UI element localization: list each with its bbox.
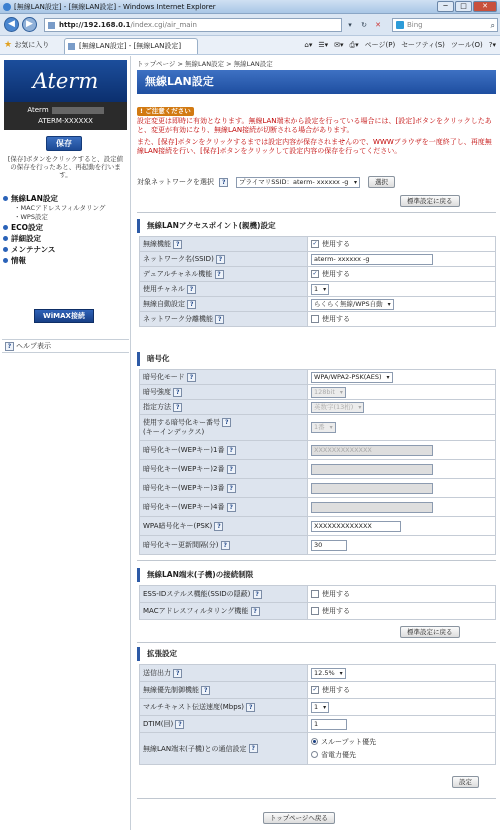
help-icon[interactable]: ?	[187, 373, 196, 382]
model-line1: Aterm	[27, 106, 49, 114]
reset-defaults-button-1[interactable]: 標準設定に戻る	[400, 195, 460, 207]
url-path: /index.cgi/air_main	[130, 21, 197, 29]
table-row	[140, 517, 496, 536]
row-label: ネットワーク名(SSID) ?	[140, 252, 308, 267]
dual-channel-checkbox[interactable]: ✓	[312, 270, 318, 277]
row-label: 暗号化キー(WEPキー)4番 ?	[140, 498, 308, 517]
page-menu[interactable]: ページ(P)	[364, 41, 396, 49]
set-button[interactable]: 設定	[452, 776, 479, 788]
menu-item-advanced[interactable]: 詳細設定	[2, 233, 129, 244]
encryption-table	[139, 369, 496, 555]
help-icon[interactable]: ?	[187, 300, 196, 309]
side-menu	[2, 193, 129, 266]
row-value	[308, 665, 496, 682]
row-value	[308, 415, 496, 441]
network-select[interactable]: プライマリSSID：aterm- xxxxxx -g ▾	[236, 177, 360, 188]
row-value: 使用する	[308, 603, 496, 620]
select-button[interactable]: 選択	[368, 176, 395, 188]
tab-title: [無線LAN設定] - [無線LAN設定]	[79, 42, 182, 50]
ssid-input[interactable]: aterm- xxxxxx -g	[311, 254, 433, 265]
close-window-button[interactable]: ✕	[473, 1, 497, 12]
address-tools	[344, 18, 384, 32]
row-label: 暗号化キー(WEPキー)3番 ?	[140, 479, 308, 498]
row-label: MACアドレスフィルタリング機能 ?	[140, 603, 308, 620]
notice-tag: ! ご注意ください	[137, 107, 194, 116]
help-icon[interactable]: ?	[215, 315, 224, 324]
url-field[interactable]	[44, 18, 342, 32]
bing-icon	[396, 21, 404, 29]
row-value: ✓ 使用する	[308, 237, 496, 252]
help-icon[interactable]: ?	[249, 744, 258, 753]
maximize-button[interactable]: □	[455, 1, 472, 12]
wep-key-4-input[interactable]	[311, 502, 433, 513]
table-row	[140, 282, 496, 297]
help-icon[interactable]: ?	[227, 465, 236, 474]
table-row	[140, 536, 496, 555]
favorites-label: お気に入り	[14, 41, 50, 49]
row-value: ✓ 使用する	[308, 682, 496, 699]
help-icon[interactable]: ?	[173, 240, 182, 249]
row-label: 暗号強度 ?	[140, 385, 308, 400]
row-value	[308, 699, 496, 716]
tools-menu[interactable]: ツール(O)	[450, 41, 483, 49]
table-row	[140, 586, 496, 603]
minimize-button[interactable]: ─	[437, 1, 454, 12]
table-row	[140, 716, 496, 733]
command-bar	[304, 39, 496, 51]
row-value	[308, 536, 496, 555]
multicast-rate-select[interactable]: 1 ▾	[311, 702, 329, 713]
ie-logo-icon	[3, 3, 11, 11]
submenu-item-mac-filter[interactable]: ・MACアドレスフィルタリング	[14, 204, 106, 212]
row-label: 使用チャネル ?	[140, 282, 308, 297]
row-value	[308, 385, 496, 400]
row-label: 暗号化キー(WEPキー)2番 ?	[140, 460, 308, 479]
help-icon[interactable]: ?	[251, 607, 260, 616]
section-extended: 拡張設定	[137, 647, 177, 661]
help-icon[interactable]: ?	[222, 418, 231, 427]
row-value	[308, 733, 496, 765]
row-label: 使用する暗号化キー番号 ? (キーインデックス)	[140, 415, 308, 441]
menu-item-wireless[interactable]: 無線LAN設定	[2, 193, 129, 204]
priority-control-checkbox[interactable]: ✓	[312, 686, 318, 693]
encryption-mode-select[interactable]: WPA/WPA2-PSK(AES) ▾	[311, 372, 393, 383]
divider	[137, 642, 496, 643]
refresh-icon[interactable]: ↻	[361, 21, 367, 29]
menu-item-eco[interactable]: ECO設定	[2, 222, 129, 233]
table-row	[140, 297, 496, 312]
method-select[interactable]: 英数字(13桁) ▾	[311, 402, 364, 413]
row-label: DTIM(回) ?	[140, 716, 308, 733]
row-value	[308, 460, 496, 479]
wireless-function-checkbox[interactable]: ✓	[312, 240, 318, 247]
aterm-logo: Aterm	[4, 60, 127, 102]
table-row	[140, 370, 496, 385]
help-icon[interactable]: ?	[173, 669, 182, 678]
help-icon[interactable]: ?	[219, 178, 228, 187]
notice-text-1: 設定変更は即時に有効となります。無線LAN端末から設定を行っている場合には、[設定]ボタンをクリックしたあと、変更が有効になり、無線LAN接続が切断される場合があります。	[137, 117, 492, 134]
star-icon: ★	[4, 40, 13, 50]
bullet-icon	[3, 236, 8, 241]
table-row	[140, 733, 496, 765]
row-label: 暗号化キー更新間隔(分) ?	[140, 536, 308, 555]
help-icon[interactable]: ?	[246, 703, 255, 712]
wimax-connect-button[interactable]: WiMAX接続	[34, 309, 94, 323]
sidebar	[0, 56, 131, 830]
radio-button[interactable]	[311, 738, 318, 745]
bullet-icon	[3, 196, 8, 201]
table-row	[140, 267, 496, 282]
page-content	[0, 56, 500, 830]
table-row	[140, 385, 496, 400]
favorites-bar	[0, 36, 500, 55]
favorites-button[interactable]	[4, 40, 49, 51]
radio-button[interactable]	[311, 751, 318, 758]
ap-settings-table	[139, 236, 496, 327]
help-icon[interactable]: ?	[253, 590, 262, 599]
channel-select[interactable]: 1 ▾	[311, 284, 329, 295]
browser-tab[interactable]	[64, 38, 198, 54]
row-value	[308, 517, 496, 536]
table-row	[140, 603, 496, 620]
model-info	[4, 102, 127, 130]
wep-key-2-input[interactable]	[311, 464, 433, 475]
section-connection-limit: 無線LAN端末(子機)の接続制限	[137, 568, 253, 582]
dropdown-icon[interactable]: ▾	[348, 21, 352, 29]
help-icon[interactable]: ?	[216, 255, 225, 264]
search-icon[interactable]: ⌕	[490, 21, 495, 30]
psk-input[interactable]: XXXXXXXXXXXXX	[311, 521, 401, 532]
row-value	[308, 297, 496, 312]
row-value	[308, 370, 496, 385]
help-icon: ?	[5, 342, 14, 351]
table-row	[140, 498, 496, 517]
table-row	[140, 479, 496, 498]
help-icon[interactable]: ?	[187, 285, 196, 294]
window-titlebar	[0, 0, 500, 14]
stealth-checkbox[interactable]	[311, 590, 319, 598]
row-value: 使用する	[308, 312, 496, 327]
breadcrumb: トップページ > 無線LAN設定 > 無線LAN設定	[137, 60, 273, 68]
notice-text-2: また、[保存]ボタンをクリックするまでは設定内容が保存されませんので、WWWブラウザを一度終了し、再度無線LAN接続を行い、[保存]ボタンをクリックして設定内容の保存を行ってください。	[137, 138, 492, 155]
extended-table	[139, 664, 496, 765]
page-icon	[48, 22, 55, 29]
back-to-top-button[interactable]: トップページへ戻る	[263, 812, 335, 824]
auto-setup-select[interactable]: らくらく無線/WPS自動 ▾	[311, 299, 394, 310]
search-placeholder: Bing	[407, 21, 423, 29]
page-icon	[68, 43, 75, 50]
help-icon[interactable]: ?	[175, 720, 184, 729]
row-label: 指定方法 ?	[140, 400, 308, 415]
feeds-icon[interactable]: ☰▾	[318, 41, 329, 49]
help-icon[interactable]: ?	[227, 503, 236, 512]
row-label: 暗号化キー(WEPキー)1番 ?	[140, 441, 308, 460]
row-value	[308, 479, 496, 498]
forward-button[interactable]: ▶	[22, 17, 37, 32]
radio-option-power-save[interactable]: 省電力優先	[311, 749, 492, 762]
network-select-label: 対象ネットワークを選択	[137, 178, 214, 186]
menu-item-maintenance[interactable]: メンテナンス	[2, 244, 129, 255]
strength-select[interactable]: 128bit ▾	[311, 387, 346, 398]
row-value: ✓ 使用する	[308, 267, 496, 282]
help-icon[interactable]: ?	[173, 388, 182, 397]
row-value	[308, 282, 496, 297]
save-button[interactable]: 保存	[46, 136, 82, 151]
table-row	[140, 415, 496, 441]
save-note: [保存]ボタンをクリックすると、設定値の保存を行ったあと、再起動を行います。	[7, 155, 124, 179]
divider	[137, 212, 496, 213]
notice-box	[137, 107, 496, 156]
mac-filter-checkbox[interactable]	[311, 607, 319, 615]
row-value	[308, 498, 496, 517]
bullet-icon	[3, 225, 8, 230]
help-icon[interactable]: ?	[227, 484, 236, 493]
table-row	[140, 682, 496, 699]
help-icon[interactable]: ?	[214, 522, 223, 531]
table-row	[140, 237, 496, 252]
reset-defaults-button-2[interactable]: 標準設定に戻る	[400, 626, 460, 638]
help-menu-icon[interactable]: ?▾	[488, 41, 496, 49]
help-icon[interactable]: ?	[215, 270, 224, 279]
page-title: 無線LAN設定	[137, 70, 496, 94]
table-row	[140, 400, 496, 415]
network-selector	[137, 176, 496, 190]
row-label: マルチキャスト伝送速度(Mbps) ?	[140, 699, 308, 716]
wep-key-3-input[interactable]	[311, 483, 433, 494]
menu-item-info[interactable]: 情報	[2, 255, 129, 266]
network-separation-checkbox[interactable]	[311, 315, 319, 323]
help-icon[interactable]: ?	[173, 403, 182, 412]
help-label: ヘルプ表示	[16, 342, 51, 350]
stop-icon[interactable]: ✕	[375, 21, 381, 29]
key-index-select[interactable]: 1番 ▾	[311, 422, 336, 433]
table-row	[140, 665, 496, 682]
dtim-input[interactable]: 1	[311, 719, 347, 730]
row-label: ESS-IDステルス機能(SSIDの隠蔽) ?	[140, 586, 308, 603]
section-ap-settings: 無線LANアクセスポイント(親機)設定	[137, 219, 276, 233]
back-button[interactable]: ◀	[4, 17, 19, 32]
help-icon[interactable]: ?	[221, 541, 230, 550]
row-label: 無線機能 ?	[140, 237, 308, 252]
row-label: 送信出力 ?	[140, 665, 308, 682]
bullet-icon	[3, 247, 8, 252]
row-label: 暗号化モード ?	[140, 370, 308, 385]
url-host: http://192.168.0.1	[59, 21, 131, 29]
main-panel	[135, 56, 498, 830]
address-bar	[0, 14, 500, 36]
wep-key-1-input[interactable]: XXXXXXXXXXXXX	[311, 445, 433, 456]
row-label: デュアルチャネル機能 ?	[140, 267, 308, 282]
help-toggle[interactable]	[2, 339, 129, 353]
row-label: 無線優先制御機能 ?	[140, 682, 308, 699]
window-controls	[437, 1, 497, 12]
row-label: WPA暗号化キー(PSK) ?	[140, 517, 308, 536]
row-value: 使用する	[308, 586, 496, 603]
divider	[137, 560, 496, 561]
radio-option-throughput[interactable]: スループット優先	[311, 736, 492, 749]
row-value	[308, 252, 496, 267]
row-label: 無線LAN端末(子機)との通信設定 ?	[140, 733, 308, 765]
home-icon[interactable]: ⌂▾	[304, 41, 313, 49]
row-value	[308, 400, 496, 415]
mail-icon[interactable]: ✉▾	[334, 41, 344, 49]
row-label: 無線自動設定 ?	[140, 297, 308, 312]
help-icon[interactable]: ?	[201, 686, 210, 695]
safety-menu[interactable]: セーフティ(S)	[401, 41, 445, 49]
key-interval-input[interactable]: 30	[311, 540, 347, 551]
table-row	[140, 312, 496, 327]
divider	[137, 798, 496, 799]
row-value	[308, 716, 496, 733]
row-label: ネットワーク分離機能 ?	[140, 312, 308, 327]
bullet-icon	[3, 258, 8, 263]
window-title: [無線LAN設定] - [無線LAN設定] - Windows Internet Explorer	[14, 3, 216, 11]
connection-limit-table	[139, 585, 496, 620]
search-input[interactable]	[392, 18, 498, 32]
table-row	[140, 441, 496, 460]
table-row	[140, 460, 496, 479]
tx-power-select[interactable]: 12.5% ▾	[311, 668, 346, 679]
table-row	[140, 699, 496, 716]
model-line2: ATERM-XXXXXX	[38, 117, 93, 125]
print-icon[interactable]: ⎙▾	[349, 41, 359, 49]
table-row	[140, 252, 496, 267]
section-encryption: 暗号化	[137, 352, 170, 366]
masked-value	[52, 107, 104, 114]
submenu-item-wps[interactable]: ・WPS設定	[14, 213, 48, 221]
help-icon[interactable]: ?	[227, 446, 236, 455]
row-value	[308, 441, 496, 460]
